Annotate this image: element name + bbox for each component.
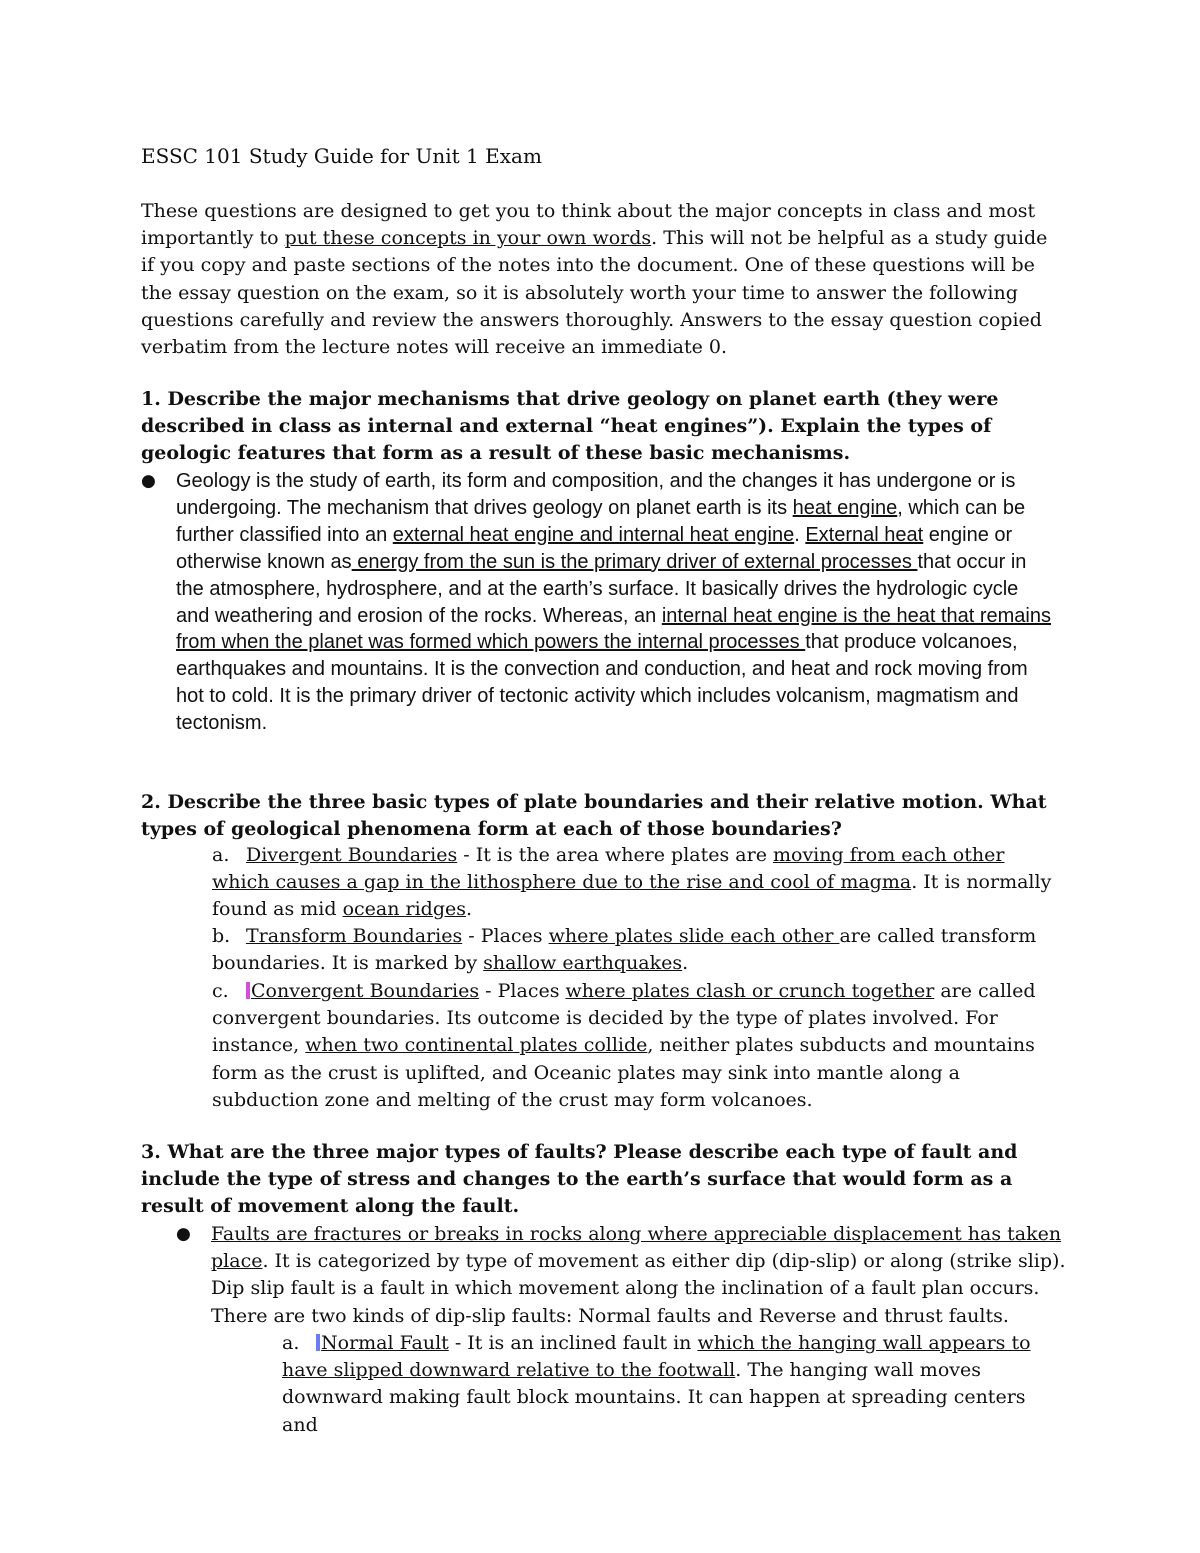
list-label: a. — [212, 844, 230, 866]
answer-2b: b. Transform Boundaries - Places where plates slide each other are called transform boundaries. It is marked by shallow earthquakes. — [212, 925, 1037, 975]
list-label: a. — [282, 1332, 300, 1354]
answer-1 — [141, 468, 1056, 737]
term: Normal Fault — [321, 1332, 449, 1354]
comment-marker-icon[interactable] — [316, 1334, 320, 1351]
answer-3-text: Faults are fractures or breaks in rocks along where appreciable displacement has taken place. It is categorized by type of movement as either dip (dip-slip) or along (strike slip). Dip slip fault is a fault in which movement along the inclination of a fault plan occurs. There are two kinds of dip-slip faults: Normal faults and Reverse and thrust faults. — [211, 1223, 1066, 1327]
question-3: 3. What are the three major types of faults? Please describe each type of fault and include the type of stress and changes to the earth’s surface that would form as a result of movement along the fault. — [141, 1141, 1018, 1218]
question-2: 2. Describe the three basic types of plate boundaries and their relative motion. What types of geological phenomena form at each of those boundaries? — [141, 791, 1047, 841]
bullet-icon: ● — [176, 1224, 191, 1244]
answer-3a: a. Normal Fault - It is an inclined fault in which the hanging wall appears to have slipped downward relative to the footwall. The hanging wall moves downward making fault block mountains. It can happen at spreading centers and — [282, 1332, 1031, 1436]
term: Divergent Boundaries — [246, 844, 458, 866]
intro-text-2: . This will not be helpful as a study guide if you copy and paste sections of the notes into the document. One of these questions will be the essay question on the exam, so it is absolutely worth your time to answer the following questions carefully and review the answers thoroughly. Answers to the essay question copied verbatim from the lecture notes will receive an immediate 0. — [141, 227, 1048, 359]
intro-underlined: put these concepts in your own words — [284, 227, 652, 250]
answer-2c: c. Convergent Boundaries - Places where plates clash or crunch together are called convergent boundaries. Its outcome is decided by the type of plates involved. For instance, when two continental plates collide, neither plates subducts and mountains form as the crust is uplifted, and Oceanic plates may sink into mantle along a subduction zone and melting of the crust may form volcanoes. — [212, 980, 1036, 1111]
term: Transform Boundaries — [246, 925, 463, 947]
page-title: ESSC 101 Study Guide for Unit 1 Exam — [141, 144, 542, 168]
answer-3 — [176, 1221, 1066, 1330]
comment-marker-icon[interactable] — [246, 982, 250, 999]
question-1: 1. Describe the major mechanisms that drive geology on planet earth (they were described in class as internal and external “heat engines”). Explain the types of geologic features that form as a result of these basic mechanisms. — [141, 388, 999, 465]
bullet-icon: ● — [141, 471, 156, 491]
list-label: c. — [212, 980, 229, 1002]
answer-1-text: Geology is the study of earth, its form and composition, and the changes it has undergone or is undergoing. The mechanism that drives geology on planet earth is its heat engine, which can be further classified into an external heat engine and internal heat engine. External heat engine or otherwise known as energy from the sun is the primary driver of external processes that occur in the atmosphere, hydrosphere, and at the earth’s surface. It basically drives the hydrologic cycle and weathering and erosion of the rocks. Whereas, an internal heat engine is the heat that remains from when the planet was formed which powers the internal processes that produce volcanoes, earthquakes and mountains. It is the convection and conduction, and heat and rock moving from hot to cold. It is the primary driver of tectonic activity which includes volcanism, magmatism and tectonism. — [176, 470, 1051, 735]
list-label: b. — [212, 925, 231, 947]
answer-2a: a. Divergent Boundaries - It is the area where plates are moving from each other which causes a gap in the lithosphere due to the rise and cool of magma. It is normally found as mid ocean ridges. — [212, 844, 1052, 921]
intro-paragraph — [141, 198, 1066, 361]
intro-text: These questions are designed to get you to think about the major concepts in class and most importantly to — [141, 200, 1036, 250]
term: Convergent Boundaries — [251, 980, 480, 1002]
